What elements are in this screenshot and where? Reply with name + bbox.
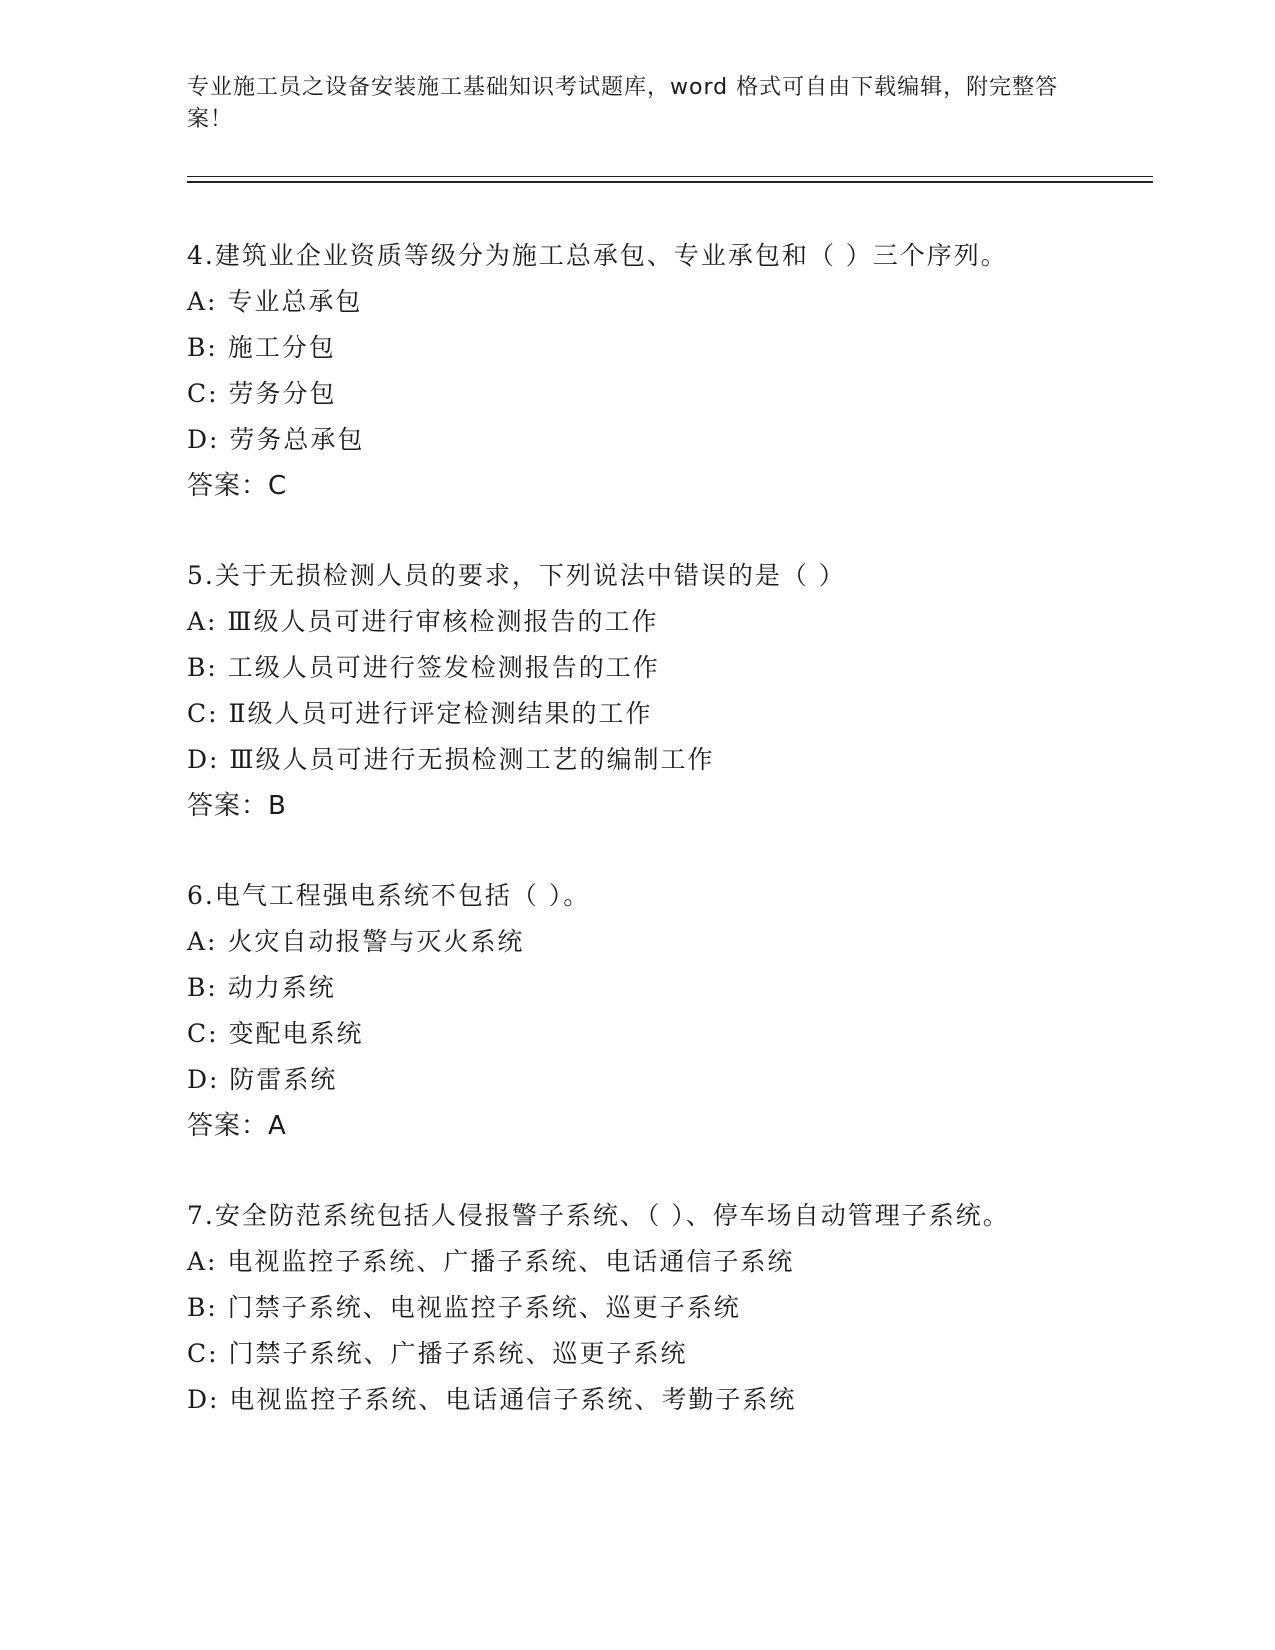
question-stem: 7.安全防范系统包括人侵报警子系统、（ ）、停车场自动管理子系统。 [187,1201,1010,1230]
option-d: D: Ⅲ级人员可进行无损检测工艺的编制工作 [187,745,715,774]
option-b: B: 施工分包 [187,333,336,362]
option-b: B: 动力系统 [187,973,336,1002]
option-c: C: 变配电系统 [187,1019,364,1048]
option-a: A: Ⅲ级人员可进行审核检测报告的工作 [187,607,659,636]
option-b: B: 工级人员可进行签发检测报告的工作 [187,653,660,682]
option-a: A: 专业总承包 [187,287,363,316]
header-divider-bottom [187,181,1153,183]
option-d: D: 电视监控子系统、电话通信子系统、考勤子系统 [187,1385,797,1414]
option-a: A: 火灾自动报警与灭火系统 [187,927,525,956]
answer: 答案：B [187,791,287,821]
answer: 答案：A [187,1111,287,1141]
option-c: C: 门禁子系统、广播子系统、巡更子系统 [187,1339,688,1368]
option-a: A: 电视监控子系统、广播子系统、电话通信子系统 [187,1247,795,1276]
question-4 [187,233,1087,509]
question-stem: 6.电气工程强电系统不包括（ ）。 [187,881,591,910]
question-7 [187,1193,1087,1423]
header-divider-top [187,176,1153,177]
question-5 [187,553,1087,829]
answer: 答案：C [187,471,288,501]
question-stem: 5.关于无损检测人员的要求，下列说法中错误的是（ ） [187,561,846,590]
option-c: C: 劳务分包 [187,379,337,408]
option-d: D: 防雷系统 [187,1065,338,1094]
question-6 [187,873,1087,1149]
option-d: D: 劳务总承包 [187,425,365,454]
option-b: B: 门禁子系统、电视监控子系统、巡更子系统 [187,1293,741,1322]
document-header: 专业施工员之设备安装施工基础知识考试题库，word 格式可自由下载编辑，附完整答案！ [187,75,1059,132]
option-c: C: Ⅱ级人员可进行评定检测结果的工作 [187,699,653,728]
question-stem: 4.建筑业企业资质等级分为施工总承包、专业承包和（ ）三个序列。 [187,241,1008,270]
